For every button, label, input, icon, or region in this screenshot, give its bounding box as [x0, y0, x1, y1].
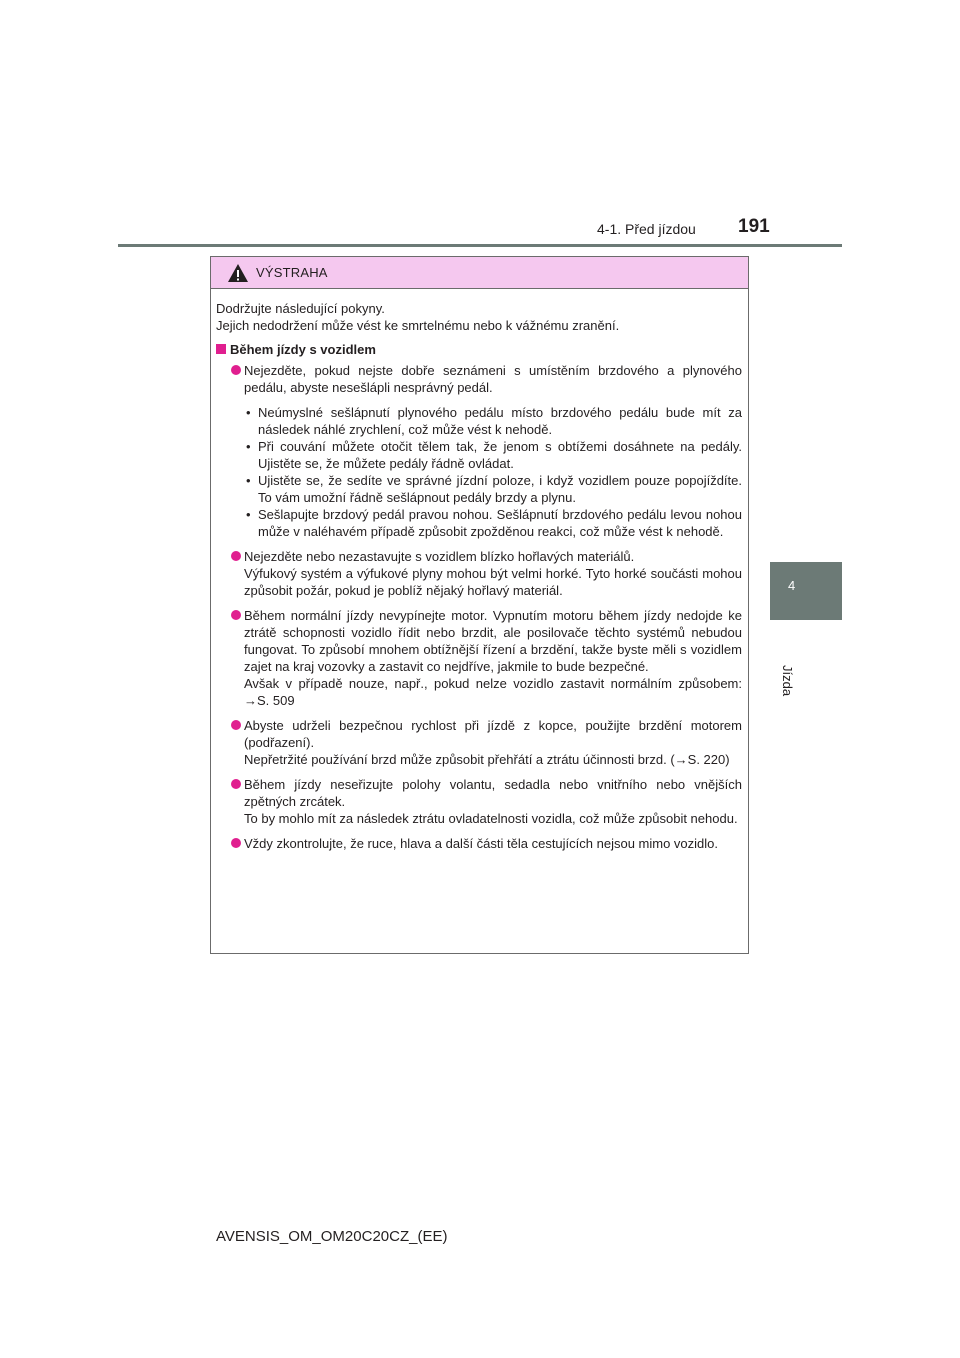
warning-body: [211, 289, 748, 852]
sub-list-item: [244, 438, 742, 472]
chapter-number: 4: [788, 578, 796, 593]
document-code: AVENSIS_OM_OM20C20CZ_(EE): [216, 1228, 448, 1245]
bullet-item: [216, 835, 742, 852]
round-bullet-icon: [231, 779, 241, 789]
bullet-text: Nejezděte nebo nezastavujte s vozidlem blízko hořlavých materiálů.: [244, 549, 635, 564]
bullet-text: Během normální jízdy nevypínejte motor. Vypnutím motoru během jízdy nedojde ke ztrátě schopnosti vozidlo řídit nebo brzdit, ale posilovače těchto systémů nebudou fungovat. To způsobí mnohem obtížnější řízení a brzdění, takže byste měli s vozidlem zajet na kraj vozovky a zastavit co nejdříve, jakmile to bude bezpečné.: [244, 608, 742, 674]
sub-list-item: [244, 404, 742, 438]
header-rule: [118, 244, 842, 247]
bullet-text: Nejezděte, pokud nejste dobře seznámeni s umístěním brzdového a plynového pedálu, abyste nesešlápli nesprávný pedál.: [244, 363, 742, 395]
bullet-text: Avšak v případě nouze, např., pokud nelze vozidlo zastavit normálním způsobem: →S. 509: [244, 676, 742, 708]
section-title: 4-1. Před jízdou: [597, 221, 696, 237]
bullet-item: [216, 607, 742, 709]
bullet-list: [216, 362, 742, 852]
bullet-text: Abyste udrželi bezpečnou rychlost při jízdě z kopce, použijte brzdění motorem (podřazení).: [244, 718, 742, 750]
round-bullet-icon: [231, 365, 241, 375]
sub-list-text: Sešlapujte brzdový pedál pravou nohou. Sešlápnutí brzdového pedálu levou nohou může v naléhavém případě způsobit zpožděnou reakci, což může vést k nehodě.: [258, 507, 742, 539]
page-number: 191: [738, 216, 770, 237]
sub-list-text: Neúmyslné sešlápnutí plynového pedálu místo brzdového pedálu bude mít za následek náhlé zrychlení, což může vést k nehodě.: [258, 405, 742, 437]
sub-list-item: [244, 506, 742, 540]
bullet-item: [216, 717, 742, 768]
dot-bullet-icon: •: [246, 507, 251, 522]
warning-intro: [216, 300, 742, 334]
round-bullet-icon: [231, 838, 241, 848]
round-bullet-icon: [231, 720, 241, 730]
bullet-text: Nepřetržité používání brzd může způsobit přehřátí a ztrátu účinnosti brzd. (→S. 220): [244, 752, 730, 767]
bullet-text: Výfukový systém a výfukové plyny mohou být velmi horké. Tyto horké součásti mohou způsobit požár, pokud je poblíž nějaký hořlavý materiál.: [244, 566, 742, 598]
subheading-text: Během jízdy s vozidlem: [230, 342, 376, 357]
bullet-item: [216, 362, 742, 540]
sub-list: [244, 404, 742, 540]
square-bullet-icon: [216, 344, 226, 354]
chapter-tab: [770, 562, 842, 620]
bullet-text: To by mohlo mít za následek ztrátu ovladatelnosti vozidla, což může způsobit nehodu.: [244, 811, 738, 826]
dot-bullet-icon: •: [246, 439, 251, 454]
warning-header: [211, 257, 748, 289]
bullet-item: [216, 548, 742, 599]
warning-triangle-icon: [227, 263, 249, 283]
bullet-text: Vždy zkontrolujte, že ruce, hlava a další části těla cestujících nejsou mimo vozidlo.: [244, 836, 718, 851]
warning-box: [210, 256, 749, 954]
intro-line: Dodržujte následující pokyny.: [216, 301, 385, 316]
round-bullet-icon: [231, 610, 241, 620]
round-bullet-icon: [231, 551, 241, 561]
warning-title: VÝSTRAHA: [256, 265, 328, 280]
warning-subheading: [216, 341, 742, 358]
dot-bullet-icon: •: [246, 405, 251, 420]
sub-list-item: [244, 472, 742, 506]
bullet-text: Během jízdy neseřizujte polohy volantu, sedadla nebo vnitřního nebo vnějších zpětných zrcátek.: [244, 777, 742, 809]
intro-line: Jejich nedodržení může vést ke smrtelnému nebo k vážnému zranění.: [216, 318, 620, 333]
sub-list-text: Ujistěte se, že sedíte ve správné jízdní poloze, i když vozidlem pouze popojíždíte. To vám umožní řádně sešlápnout pedály brzdy a plynu.: [258, 473, 742, 505]
chapter-name: Jízda: [780, 665, 795, 697]
bullet-item: [216, 776, 742, 827]
sub-list-text: Při couvání můžete otočit tělem tak, že jenom s obtížemi dosáhnete na pedály. Ujistěte se, že můžete pedály řádně ovládat.: [258, 439, 742, 471]
dot-bullet-icon: •: [246, 473, 251, 488]
